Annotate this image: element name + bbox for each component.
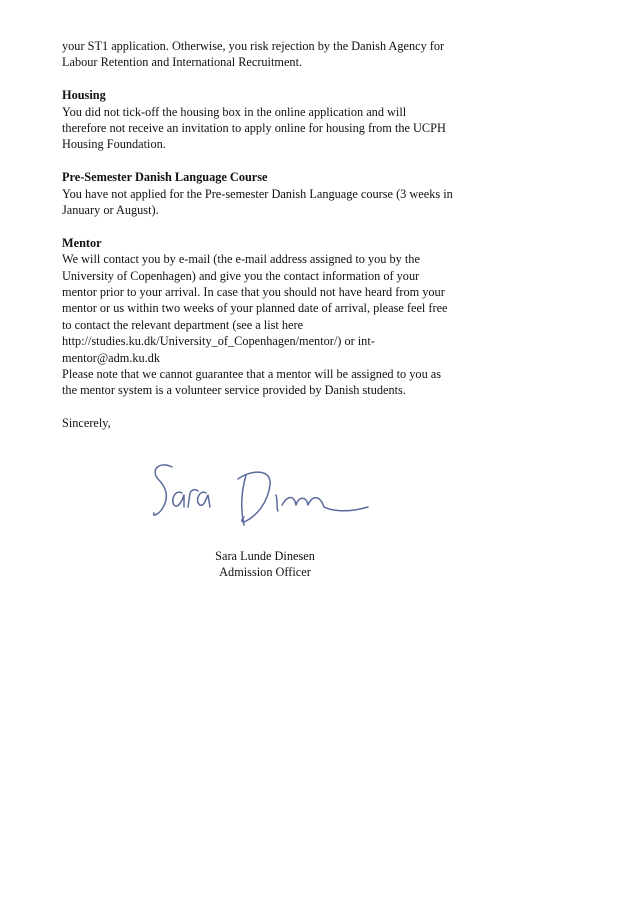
housing-line-3: Housing Foundation. — [62, 137, 166, 152]
housing-line-1: You did not tick-off the housing box in the online application and will — [62, 104, 407, 119]
letter-body — [62, 38, 492, 432]
language-course-line-1: You have not applied for the Pre-semester Danish Language course (3 weeks in — [62, 186, 453, 201]
mentor-email-line: mentor@adm.ku.dk — [62, 350, 161, 365]
mentor-line-3: mentor prior to your arrival. In case that you should not have heard from your — [62, 285, 445, 300]
mentor-line-5: to contact the relevant department (see a list here — [62, 317, 304, 332]
signatory-title: Admission Officer — [219, 565, 311, 580]
handwritten-signature — [148, 455, 380, 533]
intro-line-2: Labour Retention and International Recruitment. — [62, 55, 303, 70]
closing: Sincerely, — [62, 416, 111, 431]
housing-line-2: therefore not receive an invitation to apply online for housing from the UCPH — [62, 121, 446, 136]
mentor-line-8: Please note that we cannot guarantee that a mentor will be assigned to you as — [62, 367, 442, 382]
intro-line-1: your ST1 application. Otherwise, you risk rejection by the Danish Agency for — [62, 39, 445, 53]
mentor-line-1: We will contact you by e-mail (the e-mail address assigned to you by the — [62, 252, 420, 267]
mentor-line-4: mentor or us within two weeks of your planned date of arrival, please feel free — [62, 301, 448, 316]
mentor-heading: Mentor — [62, 235, 102, 250]
language-course-line-2: January or August). — [62, 203, 159, 218]
mentor-line-9: the mentor system is a volunteer service provided by Danish students. — [62, 383, 406, 398]
language-course-heading: Pre-Semester Danish Language Course — [62, 170, 268, 185]
signatory-block — [180, 548, 350, 581]
mentor-url-line: http://studies.ku.dk/University_of_Copenhagen/mentor/) or int- — [62, 334, 375, 349]
housing-heading: Housing — [62, 88, 106, 103]
mentor-line-2: University of Copenhagen) and give you the contact information of your — [62, 268, 420, 283]
signatory-name: Sara Lunde Dinesen — [215, 549, 315, 563]
